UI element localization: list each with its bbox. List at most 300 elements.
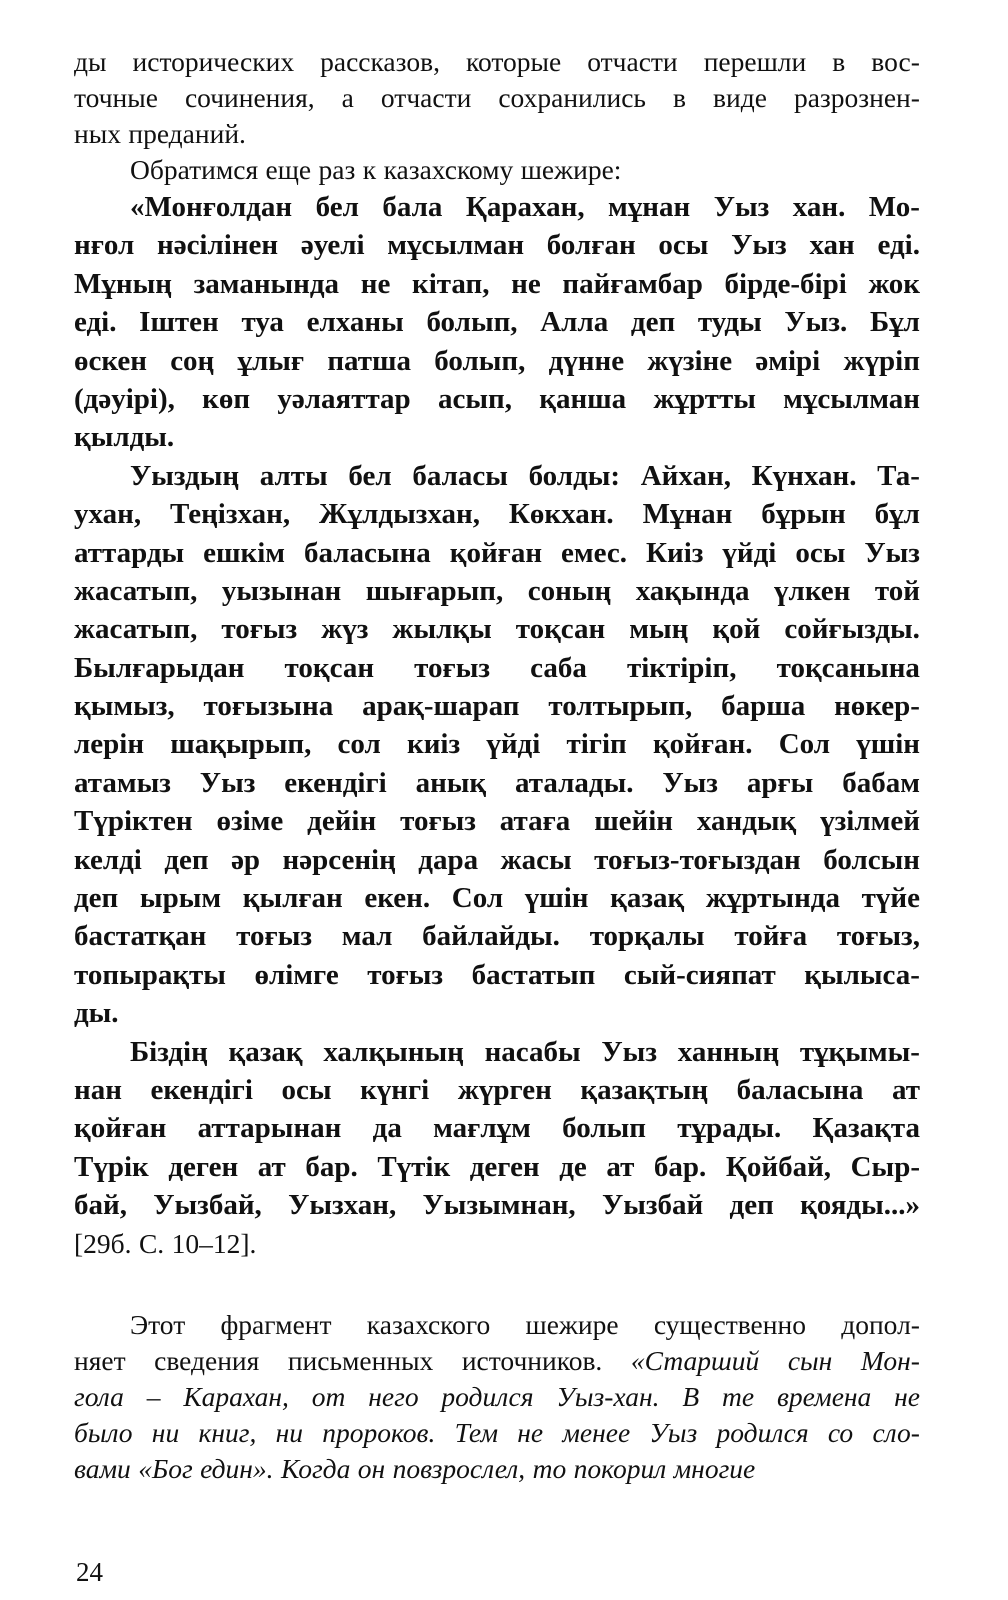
word: қанша xyxy=(539,382,627,415)
word: ұлығ xyxy=(237,344,305,377)
word: шақырып, xyxy=(170,728,312,761)
text-line xyxy=(74,265,920,303)
word: қойған xyxy=(74,1112,167,1145)
word: бұрын xyxy=(761,498,846,531)
word: хақында xyxy=(635,574,750,607)
text-line xyxy=(74,572,920,610)
word: шежире: xyxy=(520,154,622,185)
word: бел xyxy=(315,191,359,223)
word: қойған. xyxy=(652,728,753,761)
word: арақ-шарап xyxy=(362,690,520,723)
word: няет xyxy=(74,1344,126,1376)
word: пророков. xyxy=(322,1416,436,1448)
word: тоқсанына xyxy=(776,651,920,684)
text-line xyxy=(74,917,920,955)
word: дейін xyxy=(307,805,377,838)
word: жасы xyxy=(500,843,572,876)
word: ных xyxy=(74,118,121,149)
word: уызынан xyxy=(221,574,342,607)
word: әмірі xyxy=(755,344,821,377)
word: шейін xyxy=(594,805,674,838)
text-line xyxy=(74,764,920,802)
word: аттарынан xyxy=(197,1112,342,1145)
text-line xyxy=(74,649,920,687)
word: бел xyxy=(348,459,392,492)
word: бұл xyxy=(874,498,920,531)
word: Түтік xyxy=(377,1150,451,1183)
word: қойған xyxy=(449,536,543,569)
word: байлайды. xyxy=(422,920,560,953)
text-line xyxy=(74,1071,920,1109)
word: үйді xyxy=(722,536,777,569)
text-line xyxy=(74,610,920,648)
word: қой xyxy=(712,613,761,646)
word: шежире xyxy=(525,1308,619,1340)
word: жок xyxy=(868,267,920,300)
word: допол- xyxy=(841,1308,920,1340)
word: атаға xyxy=(499,805,571,838)
word: Мон- xyxy=(860,1344,920,1376)
word: [29б. xyxy=(74,1227,132,1259)
word: письменных xyxy=(287,1344,434,1376)
word: ат xyxy=(606,1150,635,1183)
word: болған xyxy=(546,229,636,262)
word: не xyxy=(360,267,391,300)
word: аттарды xyxy=(74,536,185,569)
text-line xyxy=(74,1109,920,1147)
word: тоғыз xyxy=(367,958,444,991)
word: жасатып, xyxy=(74,613,198,646)
text-line xyxy=(74,303,920,341)
word: жүріп xyxy=(843,344,920,377)
word: вами xyxy=(74,1452,131,1484)
word: жасатып, xyxy=(74,574,198,607)
word: еще xyxy=(265,154,312,185)
word: Былғарыдан xyxy=(74,651,245,684)
word: Сол xyxy=(451,882,504,915)
word: туа xyxy=(241,306,284,339)
word: сын xyxy=(787,1344,833,1376)
word: нан xyxy=(74,1073,122,1106)
word: было xyxy=(74,1416,133,1448)
word: тоқсан xyxy=(515,613,606,646)
word: со xyxy=(827,1416,854,1448)
word: соң xyxy=(170,344,215,377)
word: ырым xyxy=(139,882,222,915)
word: в xyxy=(672,82,686,113)
word: «Старший xyxy=(630,1344,760,1376)
word: Уыз xyxy=(199,766,256,799)
word: повзрослел, xyxy=(392,1452,526,1484)
word: ни xyxy=(151,1416,180,1448)
word: бастатқан xyxy=(74,920,207,953)
word: Алла xyxy=(540,306,609,339)
word: гола xyxy=(74,1380,124,1412)
word: халқының xyxy=(323,1035,464,1068)
word: баласына xyxy=(736,1073,864,1106)
word: деген xyxy=(469,1150,540,1183)
word: болып, xyxy=(426,306,518,339)
word: деп xyxy=(630,306,676,339)
word: екендігі xyxy=(150,1073,253,1106)
word: лерін xyxy=(74,728,145,761)
word: Киіз xyxy=(645,536,704,569)
word: преданий. xyxy=(128,118,246,149)
word: кітап, xyxy=(412,267,490,300)
word: қылған xyxy=(242,882,343,915)
word: не xyxy=(894,1380,920,1412)
word: да xyxy=(372,1112,402,1145)
word: тоғыз xyxy=(400,805,476,838)
word: Этот xyxy=(130,1308,186,1340)
word: осы xyxy=(795,536,846,569)
word: Түрік xyxy=(74,1150,149,1183)
word: туды xyxy=(697,306,762,339)
lead-in-paragraph xyxy=(74,152,920,188)
word: де xyxy=(559,1150,587,1183)
word: С. xyxy=(138,1227,165,1259)
text-line xyxy=(74,44,920,80)
word: мұнан xyxy=(608,191,691,223)
word: күнгі xyxy=(360,1073,430,1106)
word: бай, xyxy=(74,1189,127,1222)
word: ни xyxy=(275,1416,303,1448)
text-line xyxy=(74,80,920,116)
word: шығарып, xyxy=(365,574,504,607)
word: родился xyxy=(716,1416,809,1448)
word: елханы xyxy=(306,306,404,339)
text-line xyxy=(74,1307,920,1343)
word: тоғыз xyxy=(414,651,490,684)
word: соның xyxy=(527,574,612,607)
word: жүзіне xyxy=(647,344,733,377)
text-line xyxy=(74,495,920,533)
word: жұртты xyxy=(653,382,756,415)
word: өлімге xyxy=(254,958,339,991)
word: қазақтың xyxy=(580,1073,709,1106)
word: Уыз. xyxy=(784,306,848,339)
word: толтырып, xyxy=(548,690,693,723)
word: еді. xyxy=(74,306,117,339)
word: пайғамбар xyxy=(562,267,703,300)
word: он xyxy=(357,1452,386,1484)
word: мұсылман xyxy=(783,382,920,415)
word: көп xyxy=(202,382,251,415)
word: той xyxy=(874,574,920,607)
word: түйе xyxy=(861,882,920,915)
word: дара xyxy=(418,843,479,876)
word: қылды. xyxy=(74,421,175,454)
word: Қарахан, xyxy=(465,191,585,223)
word: (дәуірі), xyxy=(74,382,175,415)
word: ханның xyxy=(677,1035,780,1068)
word: – xyxy=(146,1380,161,1412)
word: отчасти xyxy=(587,46,678,77)
word: үйді xyxy=(486,728,541,761)
word: деп xyxy=(729,1189,774,1222)
word: исторических xyxy=(132,46,295,77)
word: тоқсан xyxy=(284,651,375,684)
word: сочинения, xyxy=(184,82,315,113)
text-line xyxy=(74,994,920,1032)
word: заманында xyxy=(193,267,340,300)
word: екендігі xyxy=(284,766,387,799)
word: Уыз xyxy=(864,536,920,569)
word: әр xyxy=(231,843,261,876)
word: Сол xyxy=(778,728,831,761)
word: екен. xyxy=(364,882,431,915)
word: существенно xyxy=(653,1308,806,1340)
text-line xyxy=(74,802,920,840)
text-line xyxy=(74,116,920,152)
word: Қойбай, xyxy=(725,1150,832,1183)
word: 10–12]. xyxy=(171,1227,257,1259)
word: В xyxy=(682,1380,700,1412)
word: родился xyxy=(441,1380,534,1412)
word: тоғыз, xyxy=(836,920,920,953)
word: Қазақта xyxy=(812,1112,920,1145)
word: Обратимся xyxy=(130,154,259,185)
text-line xyxy=(74,1225,920,1263)
word: Та- xyxy=(877,459,920,492)
word: деп xyxy=(74,882,119,915)
word: Айхан, xyxy=(640,459,731,492)
word: мағлұм xyxy=(433,1112,531,1145)
word: сол xyxy=(337,728,381,761)
word: которые xyxy=(466,46,562,77)
word: в xyxy=(832,46,846,77)
word: алты xyxy=(259,459,328,492)
word: болып xyxy=(562,1112,646,1145)
text-line xyxy=(74,879,920,917)
text-line xyxy=(74,342,920,380)
word: бабам xyxy=(842,766,920,799)
word: не xyxy=(511,267,541,300)
text-line xyxy=(74,1148,920,1186)
word: осы xyxy=(658,229,709,262)
word: от xyxy=(311,1380,346,1412)
word: уәлаяттар xyxy=(277,382,411,415)
intro-paragraph xyxy=(74,44,920,152)
word: ат xyxy=(257,1150,286,1183)
word: нөкер- xyxy=(834,690,920,723)
word: времена xyxy=(776,1380,872,1412)
word: менее xyxy=(562,1416,631,1448)
word: Мұнан xyxy=(642,498,733,531)
word: Түріктен xyxy=(74,805,193,838)
word: Уыз xyxy=(649,1416,698,1448)
word: не xyxy=(517,1416,544,1448)
word: Уыз xyxy=(731,229,787,262)
word: Когда xyxy=(280,1452,351,1484)
word: бастатып xyxy=(471,958,596,991)
word: баласына xyxy=(304,536,431,569)
word: Уызхан, xyxy=(288,1189,397,1222)
word: бала xyxy=(382,191,443,223)
word: раз xyxy=(318,154,356,185)
quote-paragraph-1 xyxy=(74,188,920,457)
text-line xyxy=(74,457,920,495)
text-line xyxy=(74,1379,920,1415)
word: отчасти xyxy=(380,82,472,113)
word: хан xyxy=(809,229,855,262)
word: қазақ xyxy=(610,882,685,915)
word: болды: xyxy=(528,459,621,492)
word: ухан, xyxy=(74,498,142,531)
word: жүз xyxy=(321,613,369,646)
page-text xyxy=(74,44,920,1487)
word: тойға xyxy=(734,920,808,953)
word: Көкхан. xyxy=(508,498,614,531)
word: Сыр- xyxy=(850,1150,920,1183)
word: сый-сияпат xyxy=(623,958,776,991)
word: те xyxy=(722,1380,755,1412)
word: точные xyxy=(74,82,158,113)
word: «Монғолдан xyxy=(130,191,293,223)
word: сойғызды. xyxy=(784,613,920,646)
word: жүрген xyxy=(457,1073,552,1106)
word: нғол xyxy=(74,229,135,262)
commentary-paragraph xyxy=(74,1307,920,1487)
word: анық xyxy=(415,766,487,799)
word: покорил xyxy=(573,1452,667,1484)
word: тоғыз xyxy=(236,920,312,953)
word: Уыздың xyxy=(130,459,240,492)
text-line xyxy=(74,1343,920,1379)
word: бар. xyxy=(305,1150,358,1183)
word: ат xyxy=(892,1073,920,1106)
text-line xyxy=(74,687,920,725)
text-line xyxy=(74,534,920,572)
word: деп xyxy=(164,843,209,876)
word: нәрсенің xyxy=(282,843,396,876)
word: үлкен xyxy=(774,574,851,607)
word: арғы xyxy=(746,766,814,799)
word: перешли xyxy=(703,46,807,77)
word: тіктіріп, xyxy=(626,651,737,684)
word: тоғыз xyxy=(221,613,298,646)
word: торқалы xyxy=(589,920,705,953)
word: өскен xyxy=(74,344,147,377)
text-line xyxy=(74,226,920,264)
word: топырақты xyxy=(74,958,226,991)
word: фрагмент xyxy=(220,1308,332,1340)
word: сохранились xyxy=(498,82,646,113)
word: мал xyxy=(341,920,393,953)
word: дүнне xyxy=(548,344,625,377)
word: един». xyxy=(200,1452,274,1484)
word: книг, xyxy=(198,1416,257,1448)
word: еді. xyxy=(877,229,920,262)
text-line xyxy=(74,1033,920,1071)
word: саба xyxy=(530,651,587,684)
text-line xyxy=(74,418,920,456)
text-line xyxy=(74,725,920,763)
word: «Бог xyxy=(138,1452,193,1484)
word: әуелі xyxy=(300,229,365,262)
quote-paragraph-3 xyxy=(74,1033,920,1263)
word: бар. xyxy=(653,1150,707,1183)
word: него xyxy=(368,1380,419,1412)
word: Уызбай xyxy=(601,1189,704,1222)
text-line xyxy=(74,956,920,994)
word: насабы xyxy=(484,1035,581,1068)
word: атамыз xyxy=(74,766,171,799)
word: хандық xyxy=(696,805,797,838)
word: болсын xyxy=(823,843,920,876)
word: вос- xyxy=(871,46,920,77)
word: Бұл xyxy=(869,306,920,339)
word: сло- xyxy=(872,1416,920,1448)
word: тұқымы- xyxy=(799,1035,920,1068)
word: нәсілінен xyxy=(156,229,279,262)
word: Тем xyxy=(454,1416,498,1448)
word: Теңізхан, xyxy=(169,498,291,531)
word: Уыз-хан. xyxy=(556,1380,660,1412)
paragraph-gap xyxy=(74,1263,920,1307)
word: Уызбай, xyxy=(153,1189,262,1222)
word: тұрады. xyxy=(677,1112,782,1145)
word: Уыз xyxy=(601,1035,657,1068)
word: ды. xyxy=(74,997,119,1030)
word: үшін xyxy=(524,882,589,915)
word: емес. xyxy=(561,536,627,569)
word: виде xyxy=(713,82,767,113)
text-line xyxy=(74,188,920,226)
word: казахского xyxy=(366,1308,491,1340)
word: хан. xyxy=(792,191,846,223)
word: тігіп xyxy=(566,728,627,761)
word: Күнхан. xyxy=(751,459,857,492)
word: ешкім xyxy=(203,536,286,569)
word: өзіме xyxy=(216,805,284,838)
word: ды xyxy=(74,46,107,77)
word: үшін xyxy=(856,728,920,761)
word: болып, xyxy=(434,344,526,377)
word: деген xyxy=(168,1150,239,1183)
text-line xyxy=(74,841,920,879)
word: Уыз xyxy=(713,191,770,223)
word: аталады. xyxy=(515,766,634,799)
word: разрознен- xyxy=(793,82,920,113)
word: Мұның xyxy=(74,267,172,300)
word: мұсылман xyxy=(387,229,525,262)
word: казахскому xyxy=(383,154,514,185)
text-line xyxy=(74,380,920,418)
word: Іштен xyxy=(139,306,219,339)
text-line xyxy=(74,1451,920,1487)
word: Мо- xyxy=(868,191,920,223)
word: баласы xyxy=(412,459,508,492)
word: тоғыз-тоғыздан xyxy=(594,843,801,876)
word: қымыз, xyxy=(74,690,175,723)
word: сведения xyxy=(154,1344,260,1376)
word: тоғызына xyxy=(203,690,334,723)
word: патша xyxy=(327,344,412,377)
page-number: 24 xyxy=(76,1557,103,1587)
word: Уыз xyxy=(662,766,718,799)
word: жұртында xyxy=(705,882,840,915)
word: Біздің xyxy=(130,1035,208,1068)
word: бірде-бірі xyxy=(724,267,847,300)
word: жылқы xyxy=(392,613,492,646)
word: а xyxy=(341,82,354,113)
word: то xyxy=(532,1452,567,1484)
text-line xyxy=(74,152,920,188)
word: қазақ xyxy=(228,1035,303,1068)
quote-paragraph-2 xyxy=(74,457,920,1033)
word: многие xyxy=(673,1452,756,1484)
